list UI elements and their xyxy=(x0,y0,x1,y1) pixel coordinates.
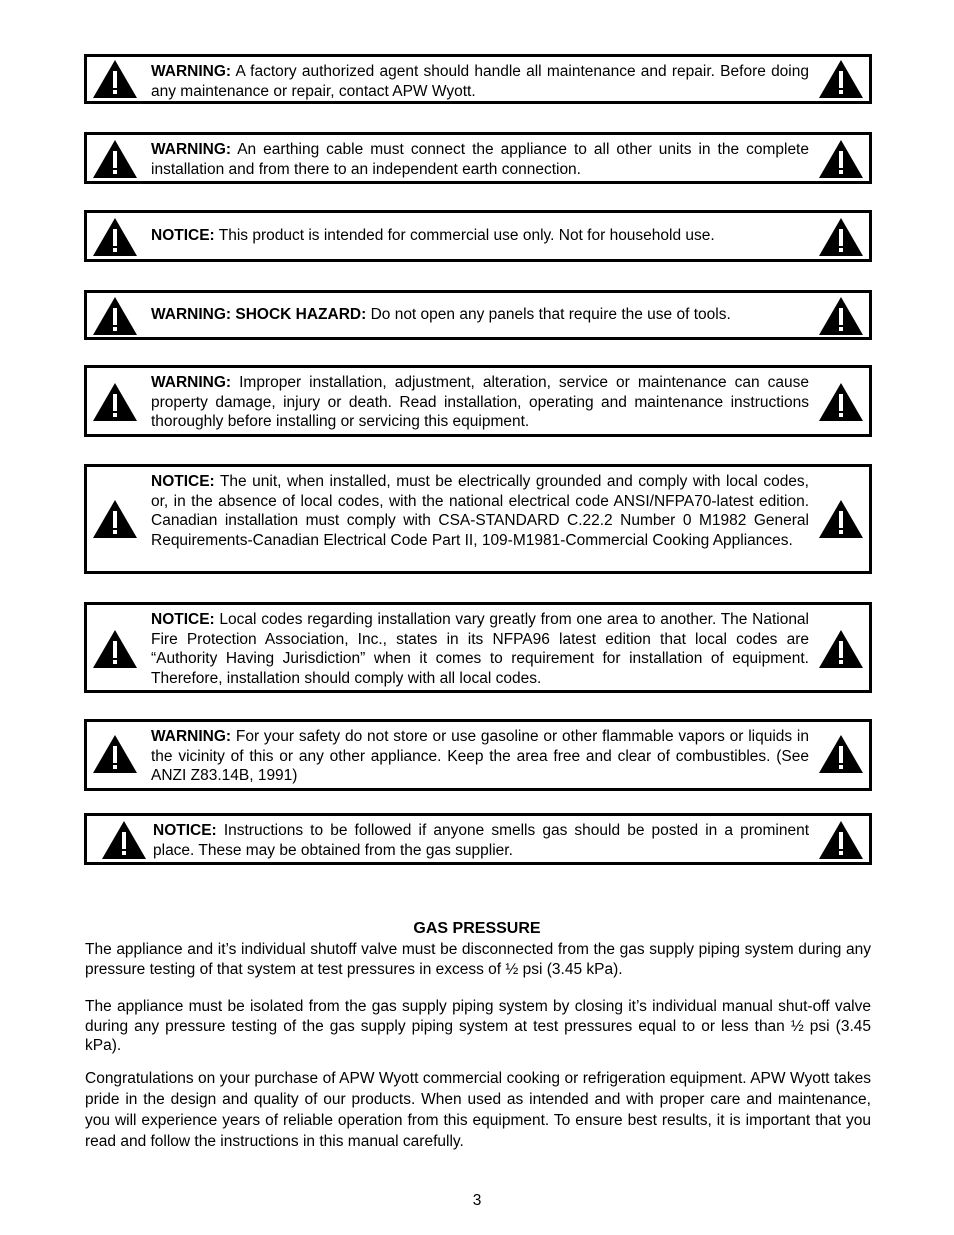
paragraph: The appliance and it’s individual shutoff valve must be disconnected from the gas supply piping system during any pressure testing of that system at test pressures in excess of ½ psi (3.45 kPa). xyxy=(85,941,871,978)
warning-triangle-icon xyxy=(818,296,864,336)
notice-text: The unit, when installed, must be electrically grounded and comply with local codes, or, in the absence of local codes, with the national electrical code ANSI/NFPA70-latest edition. Canadian installation must comply with CSA-STANDARD C.22.2 Number 0 M1982 General Requirements-Canadian Electrical Code Part II, 109-M1981-Commercial Cooking Appliances. xyxy=(151,473,809,549)
warning-triangle-icon xyxy=(818,499,864,539)
notice-text: Do not open any panels that require the use of tools. xyxy=(366,306,731,323)
notice-box xyxy=(84,602,872,693)
notice-label: WARNING: xyxy=(151,141,232,158)
notice-label: NOTICE: xyxy=(151,611,215,628)
warning-triangle-icon xyxy=(818,217,864,257)
notice-text: Local codes regarding installation vary greatly from one area to another. The National Fire Protection Association, Inc., states in its NFPA96 latest edition that local codes are “Authority Having Jurisdiction” when it comes to requirement for installation of equipment. Therefore, installation should comply with all local codes. xyxy=(151,611,809,687)
notice-box xyxy=(84,719,872,791)
warning-triangle-icon xyxy=(92,59,138,99)
warning-triangle-icon xyxy=(101,820,147,860)
notice-label: WARNING: xyxy=(151,63,232,80)
notice-label: WARNING: xyxy=(151,374,232,391)
notice-box xyxy=(84,132,872,184)
warning-triangle-icon xyxy=(818,734,864,774)
warning-triangle-icon xyxy=(92,629,138,669)
notice-text: For your safety do not store or use gasoline or other flammable vapors or liquids in the vicinity of this or any other appliance. Keep the area free and clear of combustibles. (See ANZI Z83.14B, 1991) xyxy=(151,728,809,784)
warning-triangle-icon xyxy=(818,59,864,99)
paragraph: The appliance must be isolated from the gas supply piping system by closing it’s individual manual shut-off valve during any pressure testing of the gas supply piping system at test pressures equal to or less than ½ psi (3.45 kPa). xyxy=(85,998,871,1054)
notice-label: NOTICE: xyxy=(151,227,215,244)
notice-box xyxy=(84,54,872,104)
section-heading: GAS PRESSURE xyxy=(413,920,541,937)
notice-box xyxy=(84,210,872,262)
warning-triangle-icon xyxy=(818,820,864,860)
notice-text: An earthing cable must connect the appliance to all other units in the complete installation and from there to an independent earth connection. xyxy=(151,141,809,178)
notice-box xyxy=(84,464,872,574)
page-number: 3 xyxy=(472,1192,482,1209)
warning-triangle-icon xyxy=(92,296,138,336)
warning-triangle-icon xyxy=(92,382,138,422)
paragraph: Congratulations on your purchase of APW Wyott commercial cooking or refrigeration equipment. APW Wyott takes pride in the design and quality of our products. When used as intended and with proper care and maintenance, you will experience years of reliable operation from this equipment. To ensure best results, it is important that you read and follow the instructions in this manual carefully. xyxy=(85,1070,871,1150)
notice-box xyxy=(84,813,872,865)
notice-text: A factory authorized agent should handle all maintenance and repair. Before doing any maintenance or repair, contact APW Wyott. xyxy=(151,63,809,100)
notice-box xyxy=(84,365,872,437)
warning-triangle-icon xyxy=(818,629,864,669)
warning-triangle-icon xyxy=(818,139,864,179)
warning-triangle-icon xyxy=(92,499,138,539)
notice-label: WARNING: SHOCK HAZARD: xyxy=(151,306,367,323)
notice-label: WARNING: xyxy=(151,728,232,745)
notice-label: NOTICE: xyxy=(151,473,215,490)
warning-triangle-icon xyxy=(92,217,138,257)
notice-text: This product is intended for commercial use only. Not for household use. xyxy=(214,227,715,244)
notice-text: Instructions to be followed if anyone smells gas should be posted in a prominent place. These may be obtained from the gas supplier. xyxy=(153,822,809,859)
notice-label: NOTICE: xyxy=(153,822,217,839)
notice-text: Improper installation, adjustment, alteration, service or maintenance can cause property damage, injury or death. Read installation, operating and maintenance instructions thoroughly before installing or servicing this equipment. xyxy=(151,374,809,430)
warning-triangle-icon xyxy=(818,382,864,422)
notice-box xyxy=(84,290,872,340)
warning-triangle-icon xyxy=(92,734,138,774)
warning-triangle-icon xyxy=(92,139,138,179)
